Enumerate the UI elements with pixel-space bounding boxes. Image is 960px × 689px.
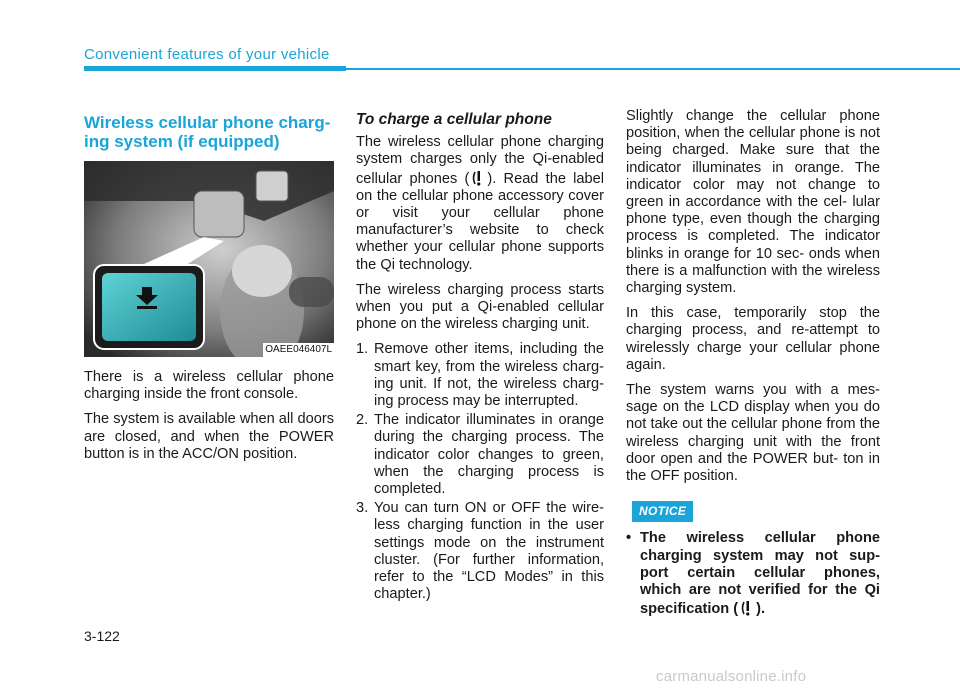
page-number: 3-122 (84, 628, 120, 644)
paragraph: The wireless charging process starts when you put a Qi-enabled cellular phone on the wireless charging unit. (356, 281, 604, 333)
header-rule-thick (84, 66, 346, 71)
step-text: The indicator illuminates in orange during the charging process. The indicator color changes to green, when the charging process is completed. (374, 412, 604, 498)
subsection-title: To charge a cellular phone (356, 111, 552, 128)
watermark: carmanualsonline.info (656, 668, 807, 685)
qi-icon (471, 169, 485, 187)
header-rule-thin (346, 68, 960, 70)
paragraph: Slightly change the cellular phone position, when the cellular phone is not being charged. Make sure that the indicator illuminates in orange. The indicator color may not change to green in accordance with the cel- lular phone type, even though the charging process is completed. The indicator blinks in orange for 10 sec- onds when there is a malfunction with the wireless charging system. (626, 108, 880, 297)
step-text: You can turn ON or OFF the wire- less charging function in the user settings mode on the instrument cluster. (For further information, refer to the “LCD Modes” in this chapter.) (374, 500, 604, 603)
step-text: Remove other items, including the smart key, from the wireless charg- ing unit. If not, the wireless charg- ing process may be interrupted. (374, 341, 604, 410)
column-3 (626, 108, 880, 618)
notice-item (626, 530, 880, 618)
paragraph-text: ). Read the label on the cellular phone accessory cover or visit your cellular phone manufacturer’s website to check whether your cellular phone supports the Qi technology. (356, 170, 604, 273)
qi-icon (740, 599, 754, 617)
column-1 (84, 108, 334, 471)
list-item (356, 412, 604, 498)
bullet: • (626, 530, 632, 547)
step-number: 2. (356, 412, 369, 429)
notice-text: ). (756, 601, 766, 618)
steps-list (356, 341, 604, 603)
console-figure (84, 161, 334, 357)
console-photo-illustration (84, 161, 334, 357)
step-number: 3. (356, 500, 369, 517)
section-header: Convenient features of your vehicle (84, 46, 330, 63)
notice-badge: NOTICE (632, 501, 693, 522)
paragraph: In this case, temporarily stop the charging process, and re-attempt to wirelessly charge your cellular phone again. (626, 305, 880, 373)
notice-text: The wireless cellular phone charging system may not sup- port certain cellular phones, which are not verified for the Qi specification ( (640, 530, 880, 618)
paragraph: The system is available when all doors are closed, and when the POWER button is in the ACC/ON position. (84, 411, 334, 462)
list-item (356, 500, 604, 603)
step-number: 1. (356, 341, 369, 358)
paragraph-text: The wireless cellular phone charging system charges only the Qi-enabled cellular phones ( (356, 134, 604, 187)
list-item (356, 341, 604, 410)
paragraph (356, 134, 604, 274)
paragraph: The system warns you with a mes- sage on the LCD display when you do not take out the cellular phone from the wireless charging unit with the front door open and the POWER but- ton in the OFF position. (626, 382, 880, 485)
column-2 (356, 108, 604, 605)
figure-code: OAEE046407L (265, 344, 332, 355)
section-title: Wireless cellular phone charg- ing system (if equipped) (84, 113, 331, 151)
paragraph: There is a wireless cellular phone charging inside the front console. (84, 369, 334, 403)
